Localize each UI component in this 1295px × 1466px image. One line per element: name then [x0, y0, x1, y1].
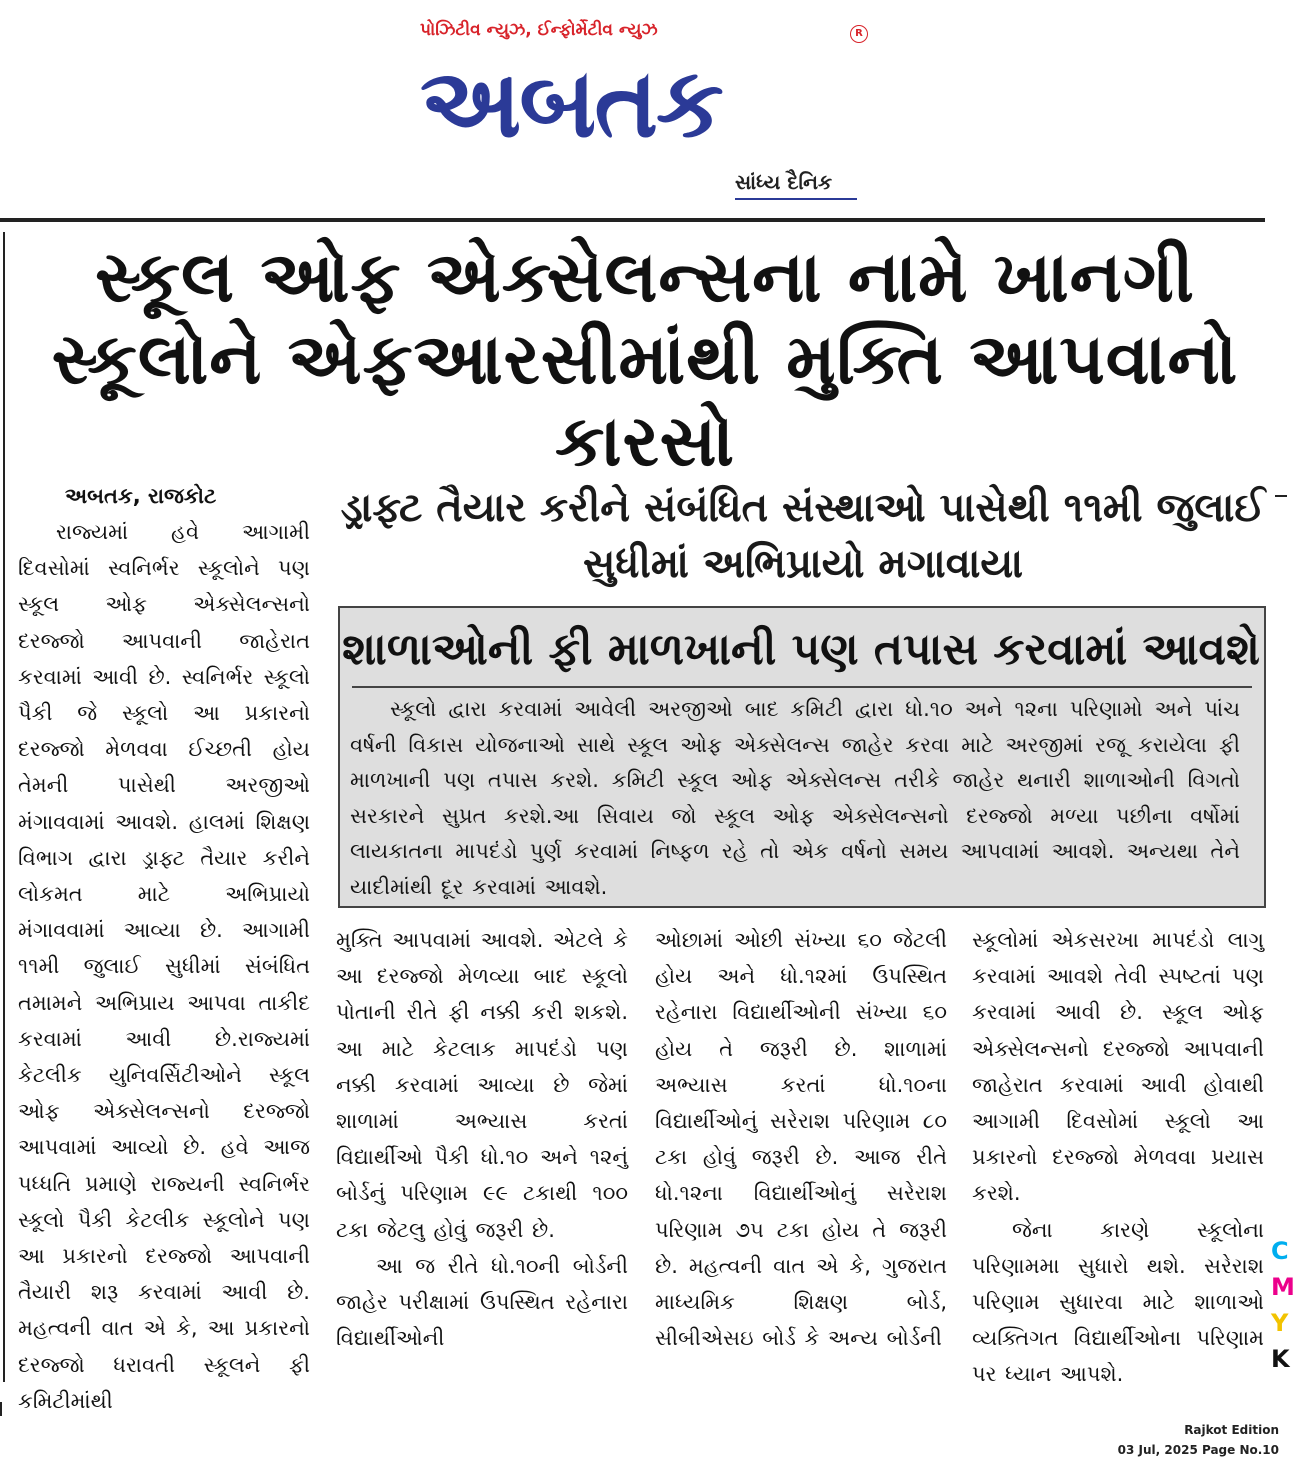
bottom-tick — [0, 1402, 2, 1416]
masthead-tagline: પોઝિટીવ ન્યુઝ, ઈન્ફોર્મેટીવ ન્યુઝ — [420, 20, 658, 40]
left-border-line — [3, 232, 5, 1382]
highlight-box-title: શાળાઓની ફી માળખાની પણ તપાસ કરવામાં આવશે — [342, 624, 1260, 675]
column-4-paragraph-2: જેના કારણે સ્કૂલોના પરિણામમા સુધારો થશે. સરેરાશ પરિણામ સુધારવા માટે શાળાઓ વ્યક્તિગત વિદ્યાર્થીઓના પરિણામ પર ધ્યાન આપશે. — [972, 1217, 1264, 1387]
masthead-divider — [0, 218, 1265, 222]
page-footer — [1118, 1420, 1279, 1460]
cmyk-letter-c: C — [1271, 1237, 1289, 1265]
cmyk-registration-marks — [1271, 1233, 1295, 1377]
article-column-1 — [18, 514, 310, 1419]
column-1-text: રાજ્યમાં હવે આગામી દિવસોમાં સ્વનિર્ભર સ્કૂલોને પણ સ્કૂલ ઓફ એક્સેલન્સનો દરજ્જો આપવાની જાહેરાત કરવામાં આવી છે. સ્વનિર્ભર સ્કૂલો પૈકી જે સ્કૂલો આ પ્રકારનો દરજ્જો મેળવવા ઈચ્છતી હોય તેમની પાસેથી અરજીઓ મંગાવવામાં આવશે. હાલમાં શિક્ષણ વિભાગ દ્વારા ડ્રાફ્ટ તૈયાર કરીને લોકમત માટે અભિપ્રાયો મંગાવવામાં આવ્યા છે. આગામી ૧૧મી જુલાઈ સુધીમાં સંબંધિત તમામને અભિપ્રાય આપવા તાકીદ કરવામાં આવી છે.રાજ્યમાં કેટલીક યુનિવર્સિટીઓને સ્કૂલ ઓફ એક્સેલન્સનો દરજ્જો આપવામાં આવ્યો છે. હવે આજ પધ્ધતિ પ્રમાણે રાજ્યની સ્વનિર્ભર સ્કૂલો પૈકી કેટલીક સ્કૂલોને પણ આ પ્રકારનો દરજ્જો આપવાની તૈયારી શરૂ કરવામાં આવી છે. મહત્વની વાત એ કે, આ પ્રકારનો દરજ્જો ધરાવતી સ્કૂલને ફી કમિટીમાંથી — [18, 520, 310, 1413]
column-2-paragraph-1: મુક્તિ આપવામાં આવશે. એટલે કે આ દરજ્જો મેળવ્યા બાદ સ્કૂલો પોતાની રીતે ફી નક્કી કરી શકશે. આ માટે કેટલાક માપદંડો પણ નક્કી કરવામાં આવ્યા છે જેમાં શાળામાં અભ્યાસ કરતાં વિદ્યાર્થીઓ પૈકી ધો.૧૦ અને ૧૨નું બોર્ડનું પરિણામ ૯૯ ટકાથી ૧૦૦ ટકા જેટલુ હોવું જરૂરી છે. — [336, 928, 628, 1242]
registered-mark-icon: R — [850, 25, 868, 43]
column-3-text: ઓછામાં ઓછી સંખ્યા ૬૦ જેટલી હોય અને ધો.૧૨માં ઉપસ્થિત રહેનારા વિદ્યાર્થીઓની સંખ્યા ૬૦ હોય તે જરૂરી છે. શાળામાં અભ્યાસ કરતાં ધો.૧૦ના વિદ્યાર્થીઓનું સરેરાશ પરિણામ ૮૦ ટકા હોવું જરૂરી છે. આજ રીતે ધો.૧૨ના વિદ્યાર્થીઓનું સરેરાશ પરિણામ ૭૫ ટકા હોય તે જરૂરી છે. મહત્વની વાત એ કે, ગુજરાત માધ્યમિક શિક્ષણ બોર્ડ, સીબીએસઇ બોર્ડ કે અન્ય બોર્ડની — [655, 928, 947, 1351]
column-4-paragraph-1: સ્કૂલોમાં એકસરખા માપદંડો લાગુ કરવામાં આવશે તેવી સ્પષ્ટતાં પણ કરવામાં આવી છે. સ્કૂલ ઓફ એક્સેલન્સનો દરજ્જો આપવાની જાહેરાત કરવામાં આવી હોવાથી આગામી દિવસોમાં સ્કૂલો આ પ્રકારનો દરજ્જો મેળવવા પ્રયાસ કરશે. — [972, 928, 1264, 1206]
article-column-3 — [655, 922, 947, 1356]
footer-edition: Rajkot Edition — [1184, 1423, 1279, 1437]
column-2-paragraph-2: આ જ રીતે ધો.૧૦ની બોર્ડની જાહેર પરીક્ષામાં ઉપસ્થિત રહેનારા વિદ્યાર્થીઓની — [336, 1253, 628, 1351]
highlight-box-text — [350, 692, 1240, 905]
article-deck: ડ્રાફ્ટ તૈયાર કરીને સંબંધિત સંસ્થાઓ પાસેથી ૧૧મી જુલાઈ સુધીમાં અભિપ્રાયો મગાવાયા — [340, 485, 1266, 587]
masthead-subtitle: સાંધ્ય દૈનિક — [735, 170, 833, 194]
cmyk-letter-y: Y — [1271, 1309, 1289, 1337]
highlight-box-divider — [352, 686, 1252, 688]
cmyk-letter-m: M — [1271, 1273, 1295, 1301]
cmyk-letter-k: K — [1271, 1345, 1290, 1373]
article-column-4 — [972, 922, 1264, 1393]
subtitle-underline — [735, 198, 857, 200]
article-column-2 — [336, 922, 628, 1356]
footer-date-page: 03 Jul, 2025 Page No.10 — [1117, 1443, 1279, 1457]
highlight-box-paragraph: સ્કૂલો દ્વારા કરવામાં આવેલી અરજીઓ બાદ કમિટી દ્વારા ધો.૧૦ અને ૧૨ના પરિણામો અને પાંચ વર્ષની વિકાસ યોજનાઓ સાથે સ્કૂલ ઓફ એક્સેલન્સ જાહેર કરવા માટે અરજીમાં રજૂ કરાયેલા ફી માળખાની પણ તપાસ કરશે. કમિટી સ્કૂલ ઓફ એક્સેલન્સ તરીકે જાહેર થનારી શાળાઓની વિગતો સરકારને સુપ્રત કરશે.આ સિવાય જો સ્કૂલ ઓફ એક્સેલન્સનો દરજ્જો મળ્યા પછીના વર્ષોમાં લાયકાતના માપદંડો પુર્ણ કરવામાં નિષ્ફળ રહે તો એક વર્ષનો સમય આપવામાં આવશે. અન્યથા તેને યાદીમાંથી દૂર કરવામાં આવશે. — [350, 697, 1240, 899]
article-headline: સ્કૂલ ઓફ એક્સેલન્સના નામે ખાનગી સ્કૂલોને એફઆરસીમાંથી મુક્તિ આપવાનો કારસો — [51, 236, 1239, 482]
deck-divider-tick — [1275, 495, 1287, 497]
newspaper-logo: અબતક — [420, 47, 722, 159]
article-dateline: અબતક, રાજકોટ — [65, 484, 217, 508]
